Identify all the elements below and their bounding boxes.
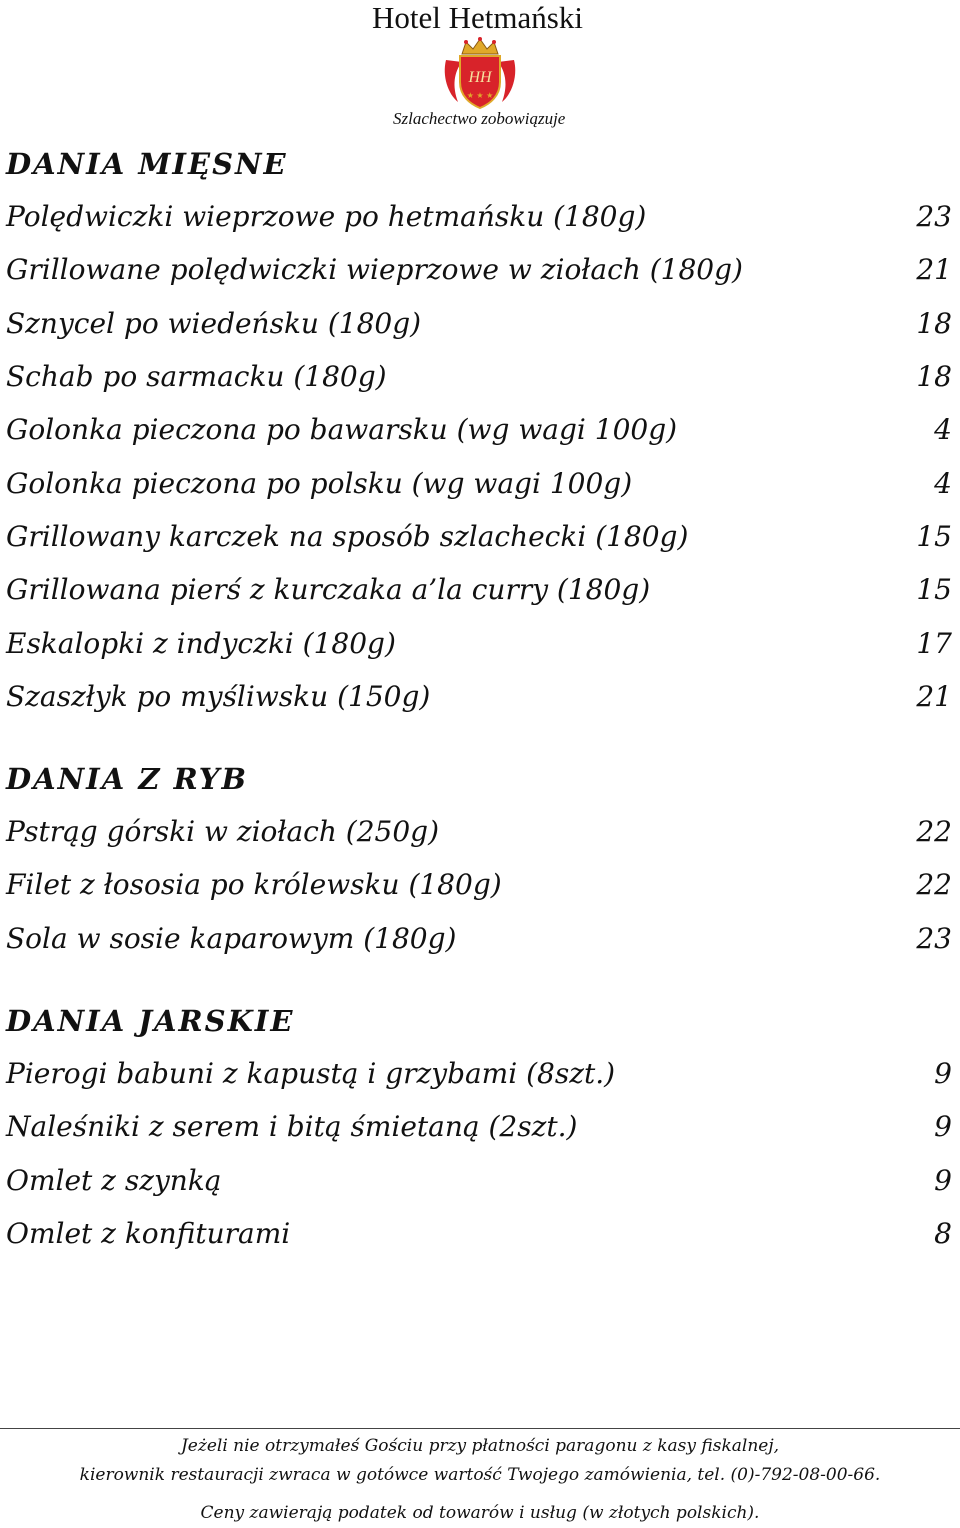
tax-notice: Ceny zawierają podatek od towarów i usług (w złotych polskich). — [200, 1503, 760, 1523]
menu-item — [6, 243, 952, 296]
menu-item-name: Pierogi babuni z kapustą i grzybami (8szt.) — [6, 1057, 616, 1090]
menu-item-price: 18 — [916, 360, 952, 394]
section-title: DANIA Z RYB — [6, 761, 249, 796]
menu-item — [6, 456, 952, 509]
menu-item-price: 4 — [934, 413, 952, 447]
menu-item-name: Grillowane polędwiczki wieprzowe w ziołach (180g) — [6, 253, 743, 287]
menu-item-name: Golonka pieczona po bawarsku (wg wagi 100g) — [6, 413, 678, 447]
menu-item-name: Naleśniki z serem i bitą śmietaną (2szt.) — [6, 1110, 578, 1144]
menu-item — [6, 670, 952, 723]
menu-item-price: 22 — [916, 868, 952, 902]
menu-item-price: 22 — [916, 815, 952, 849]
menu-item — [6, 858, 952, 911]
svg-text:★ ★ ★: ★ ★ ★ — [466, 91, 494, 100]
menu-item-name: Grillowany karczek na sposób szlachecki (180g) — [6, 519, 689, 553]
menu-item-name: Polędwiczki wieprzowe po hetmańsku (180g) — [6, 200, 647, 234]
menu-item-price: 4 — [934, 466, 952, 500]
menu-item — [6, 510, 952, 563]
menu-item — [6, 1207, 952, 1260]
menu-item — [6, 350, 952, 403]
menu-item-name: Omlet z szynką — [6, 1163, 222, 1197]
menu-item-price: 8 — [934, 1216, 952, 1250]
menu-item-price: 9 — [934, 1110, 952, 1144]
menu-item — [6, 403, 952, 456]
menu-section-vegetarian — [6, 995, 952, 1260]
menu-item — [6, 190, 952, 243]
menu-list — [6, 138, 952, 1260]
section-spacer — [6, 965, 952, 995]
hotel-crest-logo — [440, 36, 520, 112]
menu-item — [6, 1153, 952, 1206]
menu-item-price: 18 — [916, 306, 952, 340]
menu-item — [6, 912, 952, 965]
section-title: DANIA MIĘSNE — [6, 147, 288, 181]
receipt-notice: Jeżeli nie otrzymałeś Gościu przy płatności paragonu z kasy fiskalnej, — [180, 1436, 780, 1456]
menu-item-price: 9 — [934, 1057, 952, 1090]
hotel-tagline: Szlachectwo zobowiązuje — [393, 109, 566, 128]
menu-item-price: 21 — [916, 253, 952, 287]
menu-item-price: 23 — [916, 200, 952, 234]
page-header — [0, 0, 960, 140]
page-footer — [0, 1432, 960, 1528]
footer-divider — [0, 1428, 960, 1429]
menu-item-price: 9 — [934, 1163, 952, 1197]
menu-item-price: 15 — [916, 573, 952, 607]
menu-item — [6, 297, 952, 350]
menu-item — [6, 616, 952, 669]
refund-notice: kierownik restauracji zwraca w gotówce wartość Twojego zamówienia, tel. (0)-792-08-00-66. — [79, 1465, 881, 1485]
menu-section-fish — [6, 753, 952, 965]
section-title: DANIA JARSKIE — [6, 1003, 295, 1038]
menu-item-name: Szaszłyk po myśliwsku (150g) — [6, 679, 431, 713]
menu-item — [6, 563, 952, 616]
menu-item-price: 23 — [916, 921, 952, 955]
menu-item-name: Sola w sosie kaparowym (180g) — [6, 921, 457, 955]
menu-item-price: 15 — [916, 519, 952, 553]
svg-text:HH: HH — [468, 69, 492, 86]
menu-item-name: Sznycel po wiedeńsku (180g) — [6, 306, 422, 340]
menu-item-name: Golonka pieczona po polsku (wg wagi 100g) — [6, 466, 633, 500]
menu-item-name: Grillowana pierś z kurczaka a’la curry (180g) — [6, 573, 651, 607]
menu-item-name: Omlet z konfiturami — [6, 1216, 291, 1250]
menu-item-name: Filet z łososia po królewsku (180g) — [6, 868, 502, 902]
hotel-name: Hotel Hetmański — [372, 0, 583, 35]
menu-item — [6, 1100, 952, 1153]
menu-item-name: Schab po sarmacku (180g) — [6, 360, 387, 394]
menu-section-meat — [6, 138, 952, 723]
menu-item-name: Pstrąg górski w ziołach (250g) — [6, 815, 440, 849]
menu-item — [6, 805, 952, 858]
menu-item-name: Eskalopki z indyczki (180g) — [6, 626, 396, 660]
menu-item — [6, 1047, 952, 1100]
section-spacer — [6, 723, 952, 753]
menu-item-price: 17 — [916, 626, 952, 660]
menu-item-price: 21 — [916, 679, 952, 713]
